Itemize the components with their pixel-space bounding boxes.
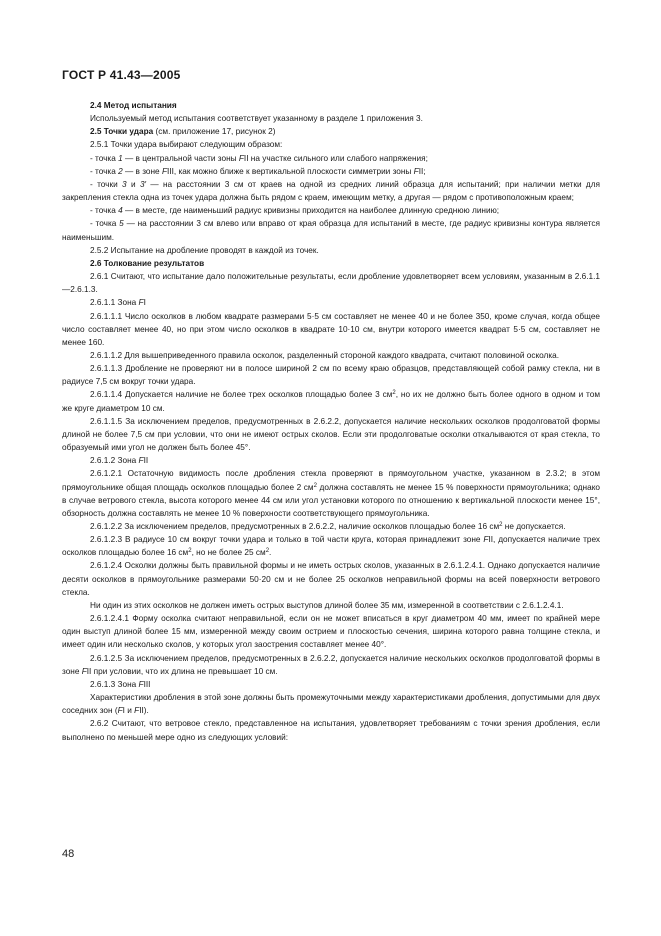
paragraph: Используемый метод испытания соответствует указанному в разделе 1 приложения 3. — [90, 114, 423, 124]
paragraph: 2.6.1.1.5 За исключением пределов, предусмотренных в 2.6.2.2, допускается наличие нескольких осколков продолговатой формы длиной не более 7,5 см при условии, что они не имеют острых сколов. Если эти продолговатые осколки откалываются от края стекла, то образуемый ими угол не должен быть более 45°. — [62, 416, 600, 453]
paragraph: 2.5 Точки удара (см. приложение 17, рисунок 2) — [90, 127, 276, 137]
paragraph: - точка 2 — в зоне FIII, как можно ближе к вертикальной плоскости симметрии зоны FII; — [90, 166, 426, 176]
paragraph: 2.6.2 Считают, что ветровое стекло, представленное на испытания, удовлетворяет требованиям с точки зрения дробления, если выполнено по меньшей мере одно из следующих условий: — [62, 719, 600, 742]
paragraph: 2.6.1.1.3 Дробление не проверяют ни в полосе шириной 2 см по всему краю образцов, представляющей собой рамку стекла, ни в радиусе 7,5 см вокруг точки удара. — [62, 364, 600, 387]
paragraph: 2.6.1 Считают, что испытание дало положительные результаты, если дробление удовлетворяет всем условиям, указанным в 2.6.1.1—2.6.1.3. — [62, 272, 600, 295]
paragraph: Характеристики дробления в этой зоне должны быть промежуточными между характеристиками дробления, допустимыми для двух соседних зон (FI и FII). — [62, 693, 600, 716]
paragraph: - точка 5 — на расстоянии 3 см влево или вправо от края образца для испытаний в месте, где радиус кривизны контура является наименьшим. — [62, 219, 600, 242]
paragraph: 2.6.1.1.2 Для вышеприведенного правила осколок, разделенный стороной каждого квадрата, считают половиной осколка. — [90, 350, 560, 360]
paragraph: 2.5.2 Испытание на дробление проводят в каждой из точек. — [90, 245, 319, 255]
paragraph: Ни один из этих осколков не должен иметь острых выступов длиной более 35 мм, измеренной в соответствии с 2.6.1.2.4.1. — [90, 600, 564, 610]
paragraph: 2.6.1.1.4 Допускается наличие не более трех осколков площадью более 3 $см^2$, но их не должно быть более одного в одном и том же круге диаметром 10 см. — [62, 390, 600, 413]
paragraph: 2.6.1.2 Зона FII — [90, 456, 149, 466]
paragraph: 2.4 Метод испытания — [90, 101, 177, 110]
document-body — [62, 99, 600, 744]
paragraph: 2.6 Толкование результатов — [90, 258, 205, 268]
paragraph: - точки 3 и 3′ — на расстоянии 3 см от краев на одной из средних линий образца для испытаний; при наличии метки для закрепления стекла одна из точек удара должна быть рядом с краем, имеющим метку, а другая — рядом с противоположным краем; — [62, 179, 600, 203]
paragraph: 2.6.1.2.4 Осколки должны быть правильной формы и не иметь острых сколов, указанных в 2.6.1.2.4.1. Однако допускается наличие десяти осколков в прямоугольнике размерами 50·20 см и не более 25 осколков неправильной формы на всей поверхности ветрового стекла. — [62, 561, 600, 597]
paragraph: 2.5.1 Точки удара выбирают следующим образом: — [90, 140, 283, 150]
paragraph: 2.6.1.1 Зона FI — [90, 298, 146, 308]
paragraph: 2.6.1.2.4.1 Форму осколка считают неправильной, если он не может вписаться в круг диаметром 40 мм, имеет по крайней мере один выступ длиной более 15 мм, измеренной между своим острием и плоскостью сечения, ширина которого равна толщине стекла, и имеет один или несколько сколов, у которых угол заострения составляет менее 40°. — [62, 614, 600, 650]
paragraph: 2.6.1.2.3 В радиусе 10 см вокруг точки удара и только в той части круга, которая принадлежит зоне FII, допускается наличие трех осколков площадью более 16 $см^2$, но не более 25 $см^2$. — [62, 535, 600, 558]
document-header: ГОСТ Р 41.43—2005 — [62, 68, 181, 82]
paragraph: - точка 1 — в центральной части зоны FII на участке сильного или слабого напряжения; — [90, 153, 428, 163]
paragraph: 2.6.1.2.1 Остаточную видимость после дробления стекла проверяют в прямоугольном участке, указанном в 2.3.2; в этом прямоугольнике общая площадь осколков площадью более 2 $см^2$ должна составлять не менее 15 % поверхности прямоугольника; однако в случае ветрового стекла, высота которого менее 44 см или угол установки которого по отношению к вертикальной плоскости менее 15°, обзорность должна составлять не менее 10 % поверхности соответствующего прямоугольника. — [62, 469, 600, 518]
page-number: 48 — [62, 848, 75, 860]
paragraph: 2.6.1.3 Зона FIII — [90, 679, 151, 689]
paragraph: 2.6.1.2.5 За исключением пределов, предусмотренных в 2.6.2.2, допускается наличие нескольких осколков продолговатой формы в зоне FII при условии, что их длина не превышает 10 см. — [62, 653, 600, 676]
paragraph: 2.6.1.2.2 За исключением пределов, предусмотренных в 2.6.2.2, наличие осколков площадью более 16 $см^2$ не допускается. — [90, 522, 566, 531]
paragraph: - точка 4 — в месте, где наименьший радиус кривизны приходится на наиболее длинную среднюю линию; — [90, 206, 500, 216]
paragraph: 2.6.1.1.1 Число осколков в любом квадрате размерами 5·5 см составляет не менее 40 и не более 350, кроме случая, когда общее число составляет менее 40, но при этом число осколков в квадрате 10·10 см, внутри которого имеется квадрат 5·5 см, составляет не менее 160. — [62, 311, 600, 347]
